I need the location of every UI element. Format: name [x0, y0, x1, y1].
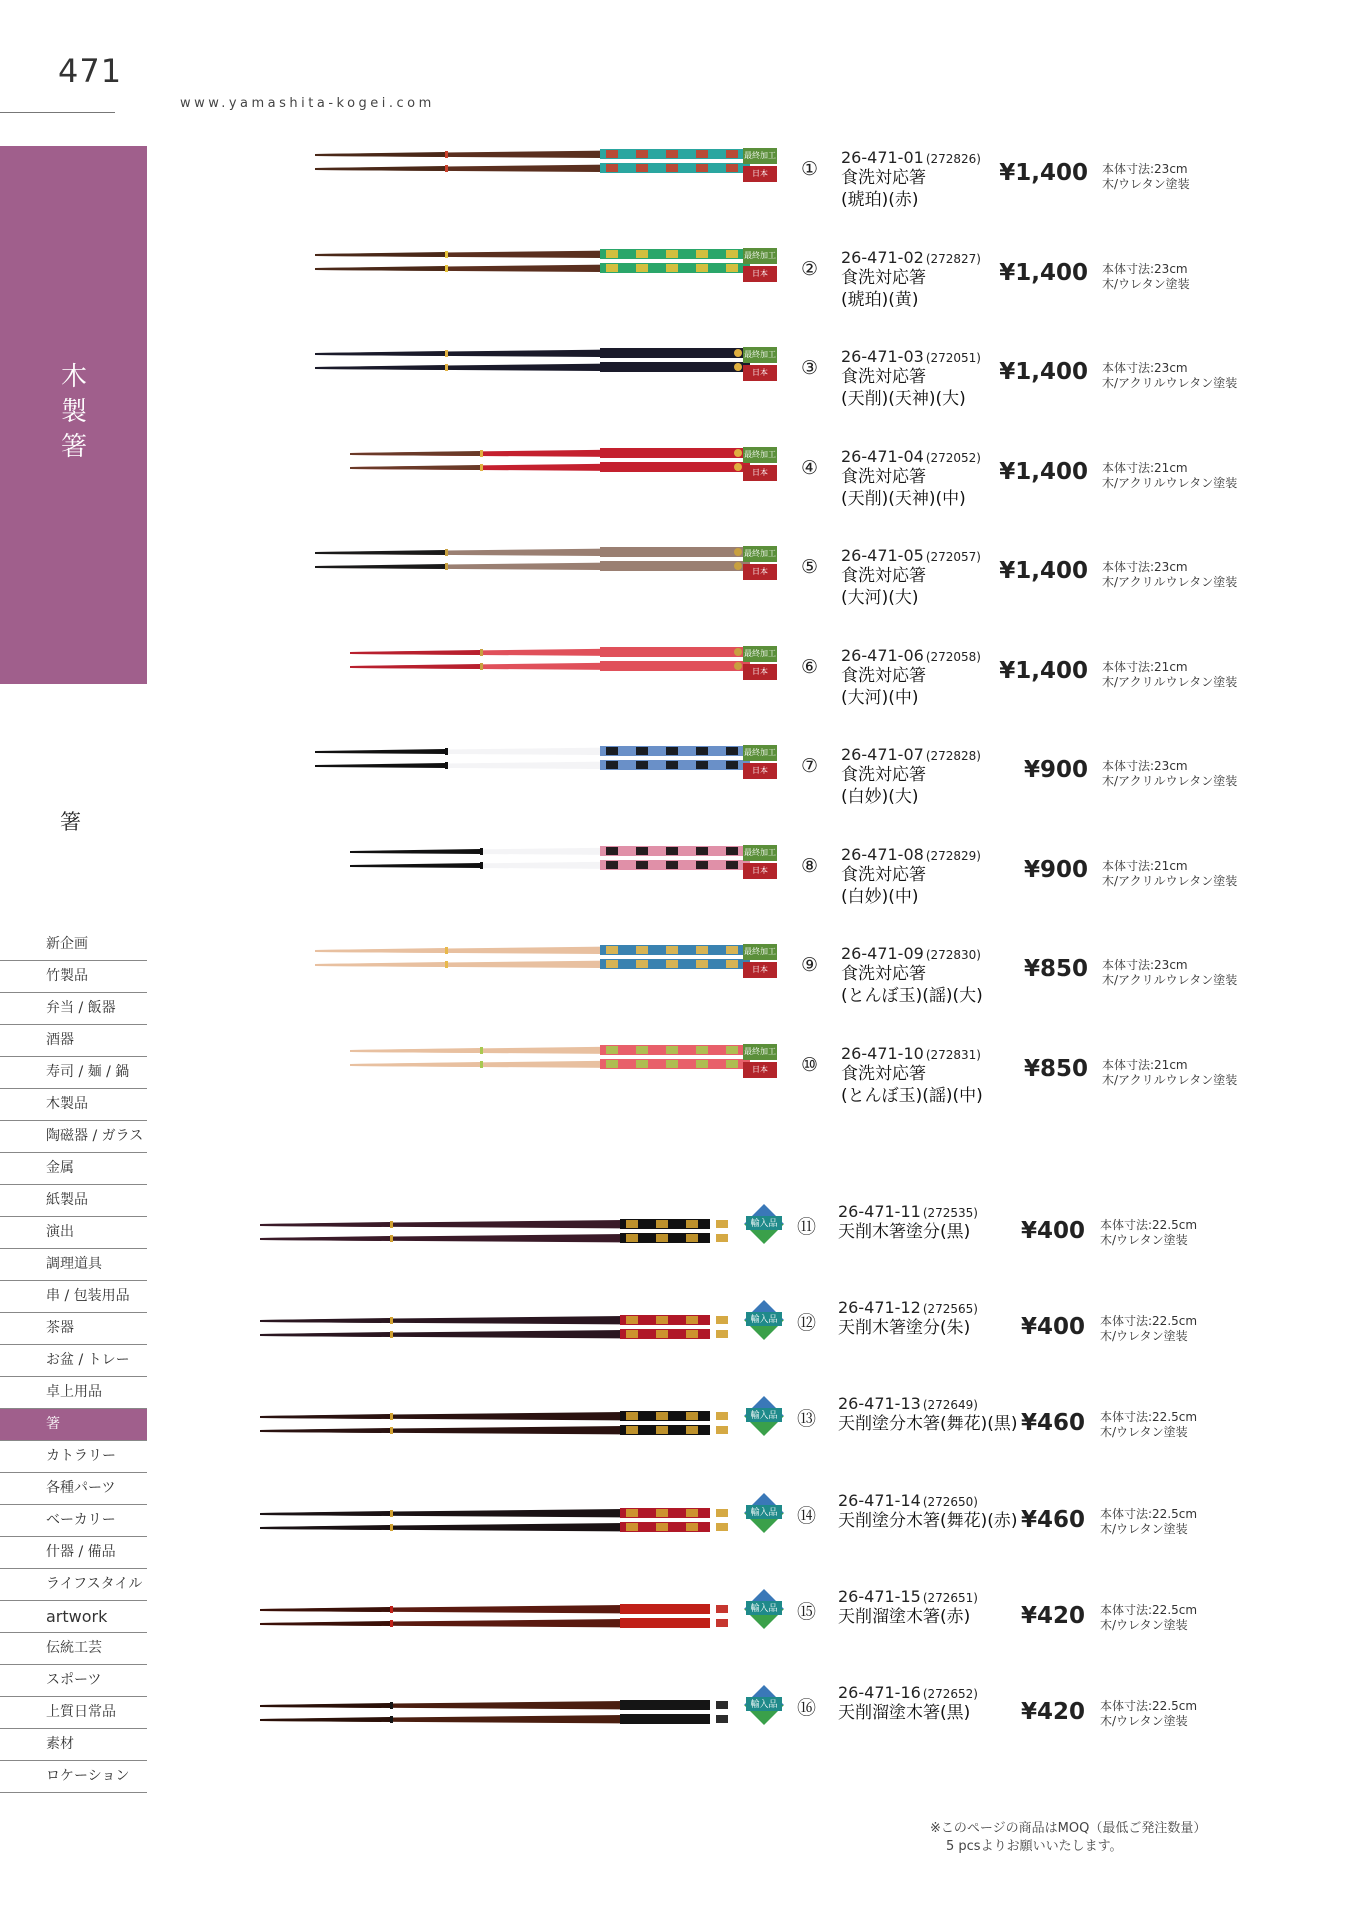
product-name-variant: (天削)(天神)(大) — [841, 389, 966, 409]
chopsticks-image — [290, 439, 760, 489]
product-name: 食洗対応箸 — [841, 1063, 926, 1084]
product-code-sub: (272650) — [922, 1494, 978, 1509]
made-in-japan-badge — [743, 248, 777, 282]
product-code-sub: (272828) — [925, 749, 981, 763]
product-size: 本体寸法:21cm — [1102, 460, 1188, 475]
product-material: 木/アクリルウレタン塗装 — [1102, 774, 1238, 788]
product-name: 食洗対応箸 — [841, 566, 926, 586]
product-code-sub: (272829) — [925, 848, 981, 863]
product-number: ④ — [801, 456, 819, 479]
moq-footnote — [930, 1820, 1206, 1856]
nav-item[interactable]: 金属 — [0, 1153, 147, 1185]
product-size: 本体寸法:23cm — [1102, 361, 1188, 375]
product-row[interactable] — [270, 827, 1270, 907]
chopsticks-image — [290, 339, 760, 389]
imported-badge — [742, 1683, 786, 1727]
chopsticks-image — [260, 1499, 730, 1549]
product-code-sub: (272051) — [925, 351, 981, 365]
nav-item[interactable]: お盆 / トレー — [0, 1345, 147, 1377]
product-name: 天削木箸塗分(黒) — [838, 1222, 971, 1242]
product-price: ¥850 — [1023, 1055, 1088, 1082]
product-material: 木/ウレタン塗装 — [1102, 177, 1190, 191]
nav-item[interactable]: 新企画 — [0, 929, 147, 961]
product-material: 木/アクリルウレタン塗装 — [1102, 376, 1238, 390]
chopsticks-image — [290, 638, 760, 688]
site-url[interactable]: www.yamashita-kogei.com — [180, 96, 435, 111]
product-code-main: 26-471-13 — [838, 1394, 921, 1414]
nav-item[interactable]: 調理道具 — [0, 1249, 147, 1281]
product-code — [841, 646, 981, 665]
nav-item[interactable]: 伝統工芸 — [0, 1633, 147, 1665]
badge-japan: 日本 — [743, 465, 777, 481]
nav-item[interactable]: ベーカリー — [0, 1505, 147, 1537]
product-code — [841, 248, 981, 267]
product-row[interactable] — [270, 1392, 1270, 1472]
product-code-main: 26-471-04 — [841, 446, 924, 466]
product-number: ⑨ — [801, 954, 819, 976]
product-price: ¥400 — [1020, 1314, 1085, 1341]
product-price: ¥1,400 — [999, 558, 1088, 584]
product-name: 食洗対応箸 — [841, 168, 926, 188]
product-row[interactable] — [270, 1200, 1270, 1280]
badge-final-process: 最終加工 — [743, 646, 777, 662]
product-name: 食洗対応箸 — [841, 765, 926, 785]
product-name: 食洗対応箸 — [841, 665, 926, 686]
chopsticks-image — [260, 1691, 730, 1741]
product-row[interactable] — [270, 429, 1270, 509]
product-size: 本体寸法:22.5cm — [1100, 1506, 1198, 1521]
product-code — [841, 347, 981, 366]
product-row[interactable] — [270, 628, 1270, 708]
product-price: ¥900 — [1023, 856, 1088, 883]
nav-item[interactable]: 箸 — [0, 1409, 147, 1441]
product-code — [841, 546, 981, 565]
product-material: 木/アクリルウレタン塗装 — [1102, 973, 1238, 987]
product-code-sub: (272826) — [925, 152, 981, 166]
product-name: 食洗対応箸 — [841, 864, 926, 885]
product-number: ① — [801, 158, 819, 180]
chopsticks-image — [290, 837, 760, 887]
product-name: 天削塗分木箸(舞花)(黒) — [838, 1414, 1018, 1435]
nav-item[interactable]: 酒器 — [0, 1025, 147, 1057]
badge-japan: 日本 — [743, 166, 777, 182]
product-code-sub: (272827) — [925, 251, 981, 266]
nav-item[interactable]: 弁当 / 飯器 — [0, 993, 147, 1025]
product-row[interactable] — [270, 1026, 1270, 1106]
product-code-sub: (272058) — [925, 649, 981, 664]
product-material: 木/ウレタン塗装 — [1100, 1521, 1188, 1536]
product-size: 本体寸法:22.5cm — [1100, 1602, 1198, 1617]
nav-item[interactable]: 各種パーツ — [0, 1473, 147, 1505]
badge-japan: 日本 — [743, 564, 777, 580]
product-code-main: 26-471-14 — [838, 1490, 921, 1510]
product-price: ¥850 — [1023, 956, 1088, 982]
product-size: 本体寸法:22.5cm — [1100, 1314, 1198, 1329]
nav-item[interactable]: ロケーション — [0, 1761, 147, 1793]
product-size: 本体寸法:21cm — [1102, 858, 1188, 873]
product-size: 本体寸法:23cm — [1102, 261, 1188, 276]
product-name-variant: (琥珀)(赤) — [841, 190, 919, 210]
product-code-sub: (272565) — [922, 1302, 978, 1317]
product-material: 木/ウレタン塗装 — [1100, 1714, 1188, 1728]
product-code — [841, 944, 981, 963]
chopsticks-image — [290, 140, 760, 190]
product-size: 本体寸法:23cm — [1102, 958, 1188, 972]
product-code-main: 26-471-07 — [841, 745, 924, 764]
product-name: 食洗対応箸 — [841, 267, 926, 288]
chopsticks-image — [260, 1306, 730, 1356]
product-row[interactable] — [270, 1585, 1270, 1665]
nav-item[interactable]: 串 / 包装用品 — [0, 1281, 147, 1313]
product-code-main: 26-471-15 — [838, 1586, 921, 1606]
product-name: 天削木箸塗分(朱) — [838, 1318, 971, 1339]
chopsticks-image — [260, 1402, 730, 1452]
product-number: ⑭ — [797, 1504, 817, 1527]
product-row[interactable] — [270, 528, 1270, 608]
product-name: 天削塗分木箸(舞花)(赤) — [838, 1510, 1018, 1531]
product-price: ¥1,400 — [999, 160, 1088, 186]
product-code-sub: (272052) — [925, 450, 981, 465]
product-code — [838, 1394, 978, 1413]
product-name: 食洗対応箸 — [841, 466, 926, 487]
product-name-variant: (琥珀)(黄) — [841, 289, 919, 310]
product-name: 天削溜塗木箸(黒) — [838, 1703, 971, 1723]
product-code — [841, 1044, 981, 1063]
chopsticks-image — [290, 737, 760, 787]
product-row[interactable] — [270, 230, 1270, 310]
footnote-line-2: 5 pcsよりお願いいたします。 — [946, 1839, 1123, 1854]
side-nav — [0, 929, 147, 1793]
product-name-variant: (白妙)(大) — [841, 787, 919, 807]
product-name-variant: (大河)(大) — [841, 588, 919, 608]
product-size: 本体寸法:23cm — [1102, 759, 1188, 773]
nav-item[interactable]: 陶磁器 / ガラス — [0, 1121, 147, 1153]
product-size: 本体寸法:21cm — [1102, 1057, 1188, 1072]
product-price: ¥1,400 — [999, 657, 1088, 684]
badge-final-process: 最終加工 — [743, 745, 777, 761]
product-name-variant: (とんぼ玉)(謡)(大) — [841, 986, 983, 1006]
product-material: 木/アクリルウレタン塗装 — [1102, 1072, 1238, 1087]
product-row[interactable] — [270, 1489, 1270, 1569]
product-row[interactable] — [270, 1681, 1270, 1761]
product-code — [838, 1491, 978, 1510]
badge-final-process: 最終加工 — [743, 148, 777, 164]
product-code — [838, 1202, 978, 1221]
product-code — [841, 845, 981, 864]
footnote-line-1: ※このページの商品はMOQ（最低ご発注数量） — [930, 1821, 1207, 1836]
product-code-main: 26-471-05 — [841, 546, 924, 565]
badge-japan: 日本 — [743, 863, 777, 879]
product-code-sub: (272652) — [922, 1687, 978, 1701]
category-title: 木製箸 — [60, 362, 87, 462]
imported-badge — [742, 1394, 786, 1438]
imported-badge — [742, 1491, 786, 1535]
made-in-japan-badge — [743, 148, 777, 182]
chopsticks-image — [290, 240, 760, 290]
product-material: 木/アクリルウレタン塗装 — [1102, 873, 1238, 888]
product-size: 本体寸法:22.5cm — [1100, 1218, 1198, 1232]
product-number: ⑫ — [797, 1312, 817, 1335]
product-number: ⑦ — [801, 755, 819, 777]
page-number: 471 — [58, 52, 123, 90]
product-code-main: 26-471-09 — [841, 944, 924, 963]
product-name: 食洗対応箸 — [841, 964, 926, 984]
product-code-main: 26-471-08 — [841, 844, 924, 864]
badge-final-process: 最終加工 — [743, 447, 777, 463]
product-number: ⑩ — [801, 1053, 819, 1076]
made-in-japan-badge — [743, 447, 777, 481]
nav-item[interactable]: スポーツ — [0, 1665, 147, 1697]
imported-badge — [742, 1202, 786, 1246]
product-code-sub: (272651) — [922, 1590, 978, 1605]
made-in-japan-badge — [743, 1044, 777, 1078]
nav-item[interactable]: 什器 / 備品 — [0, 1537, 147, 1569]
badge-japan: 日本 — [743, 962, 777, 978]
imported-label: 輸入品 — [750, 1507, 778, 1518]
chopsticks-image — [290, 936, 760, 986]
product-material: 木/ウレタン塗装 — [1100, 1425, 1188, 1440]
product-code-sub: (272831) — [925, 1047, 981, 1062]
product-code-main: 26-471-01 — [841, 148, 924, 167]
product-number: ③ — [801, 357, 819, 379]
product-code — [841, 148, 981, 167]
product-price: ¥460 — [1020, 1506, 1085, 1533]
product-price: ¥460 — [1020, 1410, 1085, 1437]
product-number: ⑬ — [797, 1408, 817, 1431]
product-code — [838, 1587, 978, 1606]
product-row[interactable] — [270, 926, 1270, 1006]
product-price: ¥420 — [1020, 1602, 1085, 1629]
product-number: ② — [801, 257, 819, 280]
nav-item[interactable]: カトラリー — [0, 1441, 147, 1473]
product-name-variant: (大河)(中) — [841, 687, 919, 708]
chopsticks-image — [290, 1036, 760, 1086]
product-size: 本体寸法:22.5cm — [1100, 1410, 1198, 1425]
nav-item[interactable]: artwork — [0, 1601, 147, 1633]
badge-japan: 日本 — [743, 1062, 777, 1078]
product-price: ¥900 — [1023, 757, 1088, 783]
imported-label: 輸入品 — [750, 1219, 778, 1229]
page-rule — [0, 112, 115, 113]
imported-label: 輸入品 — [750, 1700, 778, 1710]
made-in-japan-badge — [743, 546, 777, 580]
product-price: ¥420 — [1020, 1699, 1085, 1725]
product-code-sub: (272830) — [925, 948, 981, 962]
imported-label: 輸入品 — [750, 1411, 778, 1422]
product-price: ¥1,400 — [999, 259, 1088, 286]
badge-final-process: 最終加工 — [743, 845, 777, 861]
made-in-japan-badge — [743, 944, 777, 978]
made-in-japan-badge — [743, 347, 777, 381]
badge-japan: 日本 — [743, 365, 777, 381]
product-name: 天削溜塗木箸(赤) — [838, 1606, 971, 1627]
product-material: 木/ウレタン塗装 — [1100, 1617, 1188, 1632]
nav-item[interactable]: 卓上用品 — [0, 1377, 147, 1409]
product-row[interactable] — [270, 329, 1270, 409]
product-code-sub: (272535) — [922, 1206, 978, 1220]
product-code — [838, 1298, 978, 1317]
product-material: 木/アクリルウレタン塗装 — [1102, 674, 1238, 689]
chopsticks-image — [260, 1595, 730, 1645]
nav-item[interactable]: 竹製品 — [0, 961, 147, 993]
badge-final-process: 最終加工 — [743, 1044, 777, 1060]
product-code-main: 26-471-16 — [838, 1683, 921, 1702]
nav-item[interactable]: 素材 — [0, 1729, 147, 1761]
badge-japan: 日本 — [743, 664, 777, 680]
product-size: 本体寸法:23cm — [1102, 560, 1188, 574]
product-number: ⑯ — [797, 1697, 817, 1719]
product-material: 木/アクリルウレタン塗装 — [1102, 575, 1238, 589]
product-name: 食洗対応箸 — [841, 367, 926, 387]
product-price: ¥400 — [1020, 1218, 1085, 1244]
badge-final-process: 最終加工 — [743, 944, 777, 960]
nav-item[interactable]: 寿司 / 麺 / 鍋 — [0, 1057, 147, 1089]
product-code-main: 26-471-11 — [838, 1202, 921, 1221]
product-material: 木/ウレタン塗装 — [1100, 1329, 1188, 1344]
imported-label: 輸入品 — [750, 1603, 778, 1614]
badge-final-process: 最終加工 — [743, 347, 777, 363]
product-size: 本体寸法:23cm — [1102, 162, 1188, 176]
product-number: ⑪ — [797, 1216, 817, 1238]
product-code — [838, 1683, 978, 1702]
badge-final-process: 最終加工 — [743, 546, 777, 562]
made-in-japan-badge — [743, 845, 777, 879]
product-size: 本体寸法:21cm — [1102, 659, 1188, 674]
product-code-sub: (272057) — [925, 550, 981, 564]
product-number: ⑥ — [801, 655, 819, 678]
product-row[interactable] — [270, 1296, 1270, 1376]
product-row[interactable] — [270, 130, 1270, 210]
product-name-variant: (とんぼ玉)(謡)(中) — [841, 1085, 983, 1106]
nav-item[interactable]: 上質日常品 — [0, 1697, 147, 1729]
product-code-main: 26-471-12 — [838, 1298, 921, 1318]
product-number: ⑤ — [801, 556, 819, 578]
product-code — [841, 447, 981, 466]
imported-label: 輸入品 — [750, 1315, 778, 1326]
product-size: 本体寸法:22.5cm — [1100, 1699, 1198, 1713]
badge-japan: 日本 — [743, 266, 777, 282]
chopsticks-image — [260, 1210, 730, 1260]
imported-badge — [742, 1298, 786, 1342]
product-row[interactable] — [270, 727, 1270, 807]
product-code — [841, 745, 981, 764]
badge-final-process: 最終加工 — [743, 248, 777, 264]
product-number: ⑧ — [801, 854, 819, 877]
product-material: 木/ウレタン塗装 — [1100, 1233, 1188, 1247]
product-name-variant: (白妙)(中) — [841, 886, 919, 907]
category-subtitle: 箸 — [60, 810, 81, 834]
product-code-main: 26-471-03 — [841, 347, 924, 366]
badge-japan: 日本 — [743, 763, 777, 779]
nav-item[interactable]: 茶器 — [0, 1313, 147, 1345]
product-code-main: 26-471-10 — [841, 1043, 924, 1063]
product-code-main: 26-471-02 — [841, 247, 924, 267]
product-price: ¥1,400 — [999, 458, 1088, 485]
nav-item[interactable]: ライフスタイル — [0, 1569, 147, 1601]
made-in-japan-badge — [743, 646, 777, 680]
imported-badge — [742, 1587, 786, 1631]
product-code-sub: (272649) — [922, 1398, 978, 1413]
product-material: 木/アクリルウレタン塗装 — [1102, 475, 1238, 490]
product-price: ¥1,400 — [999, 359, 1088, 385]
product-code-main: 26-471-06 — [841, 645, 924, 665]
product-material: 木/ウレタン塗装 — [1102, 276, 1190, 291]
chopsticks-image — [290, 538, 760, 588]
nav-item[interactable]: 紙製品 — [0, 1185, 147, 1217]
nav-item[interactable]: 演出 — [0, 1217, 147, 1249]
made-in-japan-badge — [743, 745, 777, 779]
product-number: ⑮ — [797, 1600, 817, 1623]
product-name-variant: (天削)(天神)(中) — [841, 488, 966, 509]
nav-item[interactable]: 木製品 — [0, 1089, 147, 1121]
